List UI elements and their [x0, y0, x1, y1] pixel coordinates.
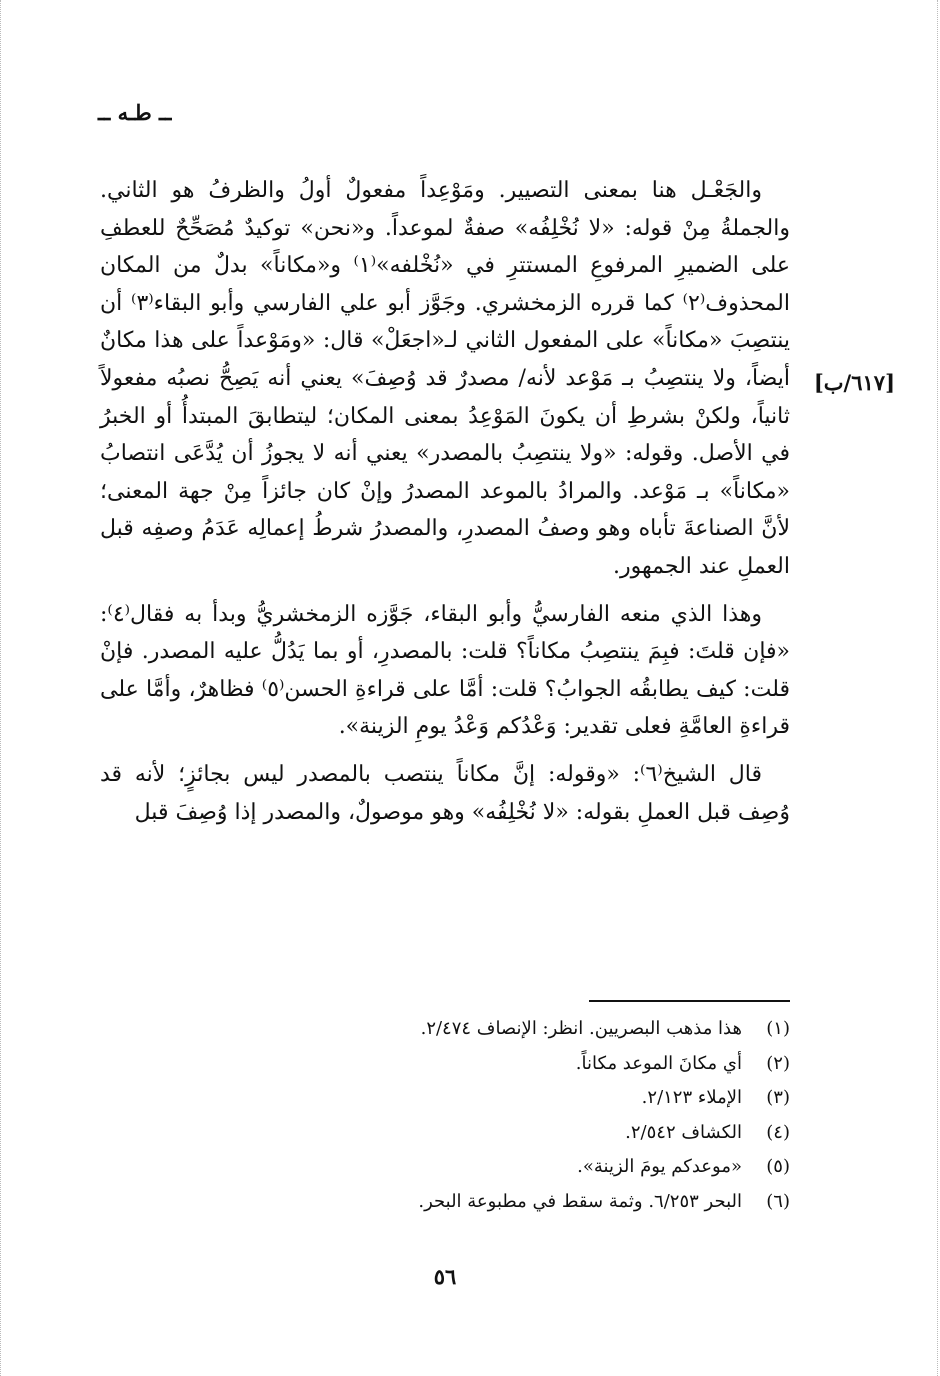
paragraph: قال الشيخ⁽٦⁾: «وقوله: إنَّ مكاناً ينتصب بالمصدر ليس بجائزٍ؛ لأنه قد وُصِف قبل العملِ بقوله: «لا نُخْلِفُه» وهو موصولٌ، والمصدر إذا وُصِفَ قبل: [100, 761, 790, 825]
footnote: [300, 1116, 790, 1151]
running-header: ــ طـه ــ: [98, 100, 172, 125]
page-number: ٥٦: [433, 1264, 457, 1289]
footnote-separator: [589, 1000, 790, 1002]
page-left-edge: [0, 0, 3, 1376]
footnote-text: أي مكانَ الموعد مكاناً.: [575, 1052, 742, 1074]
footnote-number: (٦): [766, 1190, 790, 1212]
footnote-text: الإملاء ٢/١٢٣.: [641, 1087, 742, 1108]
footnote-text: «موعدكم يومَ الزينة».: [577, 1156, 742, 1177]
footnotes: [300, 1012, 790, 1219]
footnote: [300, 1185, 790, 1220]
paragraph: والجَعْـل هنا بمعنى التصيير. ومَوْعِداً مفعولٌ أولُ والظرفُ هو الثاني. والجملةُ مِنْ قوله: «لا نُخْلِفُه» صفةٌ لموعداً. و«نحن» توكيدٌ مُصَحِّحٌ للعطفِ على الضميرِ المرفوعِ المستترِ في «نُخْلفه»⁽١⁾ و«مكاناً» بدلٌ من المكان المحذوف⁽٢⁾ كما قرره الزمخشري. وجَوَّز أبو علي الفارسي وأبو البقاء⁽٣⁾ أن ينتصِبَ «مكاناً» على المفعول الثاني لـ«اجعَلْ» قال: «ومَوْعداً على هذا مكانٌ أيضاً، ولا ينتصِبُ بـ مَوْعد لأنه/ مصدرٌ قد وُصِفَ» يعني أنه يَصِحُّ نصبُه مفعولاً ثانياً، ولكنْ بشرطِ أن يكونَ المَوْعِدُ بمعنى المكان؛ ليتطابقَ المبتدأُ أو الخبرُ في الأصل. وقوله: «ولا ينتصِبُ بالمصدر» يعني أنه لا يجوزُ أن يُدَّعَى انتصابُ «مكاناً» بـ مَوْعد. والمرادُ بالموعد المصدرُ وإنْ كان جائزاً مِنْ جهة المعنى؛ لأنَّ الصناعةَ تأباه وهو وصفُ المصدرِ، والمصدرُ شرطُ إعمالِه عَدَمُ وصفِه قبل العملِ عند الجمهور.: [100, 178, 791, 579]
footnote-number: (٢): [766, 1052, 790, 1074]
footnote: [300, 1081, 790, 1116]
footnote: [300, 1150, 790, 1185]
footnote-number: (٣): [766, 1087, 790, 1108]
footnote: [300, 1047, 790, 1082]
footnote-text: الكشاف ٢/٥٤٢.: [625, 1121, 742, 1143]
main-text: [100, 172, 790, 831]
paragraph: وهذا الذي منعه الفارسيُّ وأبو البقاء، جَوَّزه الزمخشريُّ وبدأ به فقال⁽٤⁾: «فإن قلتَ: فبِمَ ينتصِبُ مكاناً؟ قلت: بالمصدرِ، أو بما يَدُلُّ عليه المصدر. فإنْ قلت: كيف يطابقُه الجوابُ؟ قلت: أمَّا على قراءةِ الحسن⁽٥⁾ فظاهرٌ، وأمَّا على قراءةِ العامَّةِ فعلى تقدير: وَعْدُكم وَعْدُ يومِ الزينة».: [100, 601, 790, 740]
footnote-number: (١): [766, 1018, 790, 1039]
manuscript-folio-marker: [٦١٧/ب]: [813, 370, 895, 395]
footnote-number: (٤): [766, 1121, 790, 1143]
footnote-text: البحر ٦/٢٥٣. وثمة سقط في مطبوعة البحر.: [418, 1190, 742, 1212]
footnote: [300, 1012, 790, 1047]
footnote-number: (٥): [766, 1156, 790, 1177]
footnote-text: هذا مذهب البصريين. انظر: الإنصاف ٢/٤٧٤.: [420, 1018, 742, 1039]
